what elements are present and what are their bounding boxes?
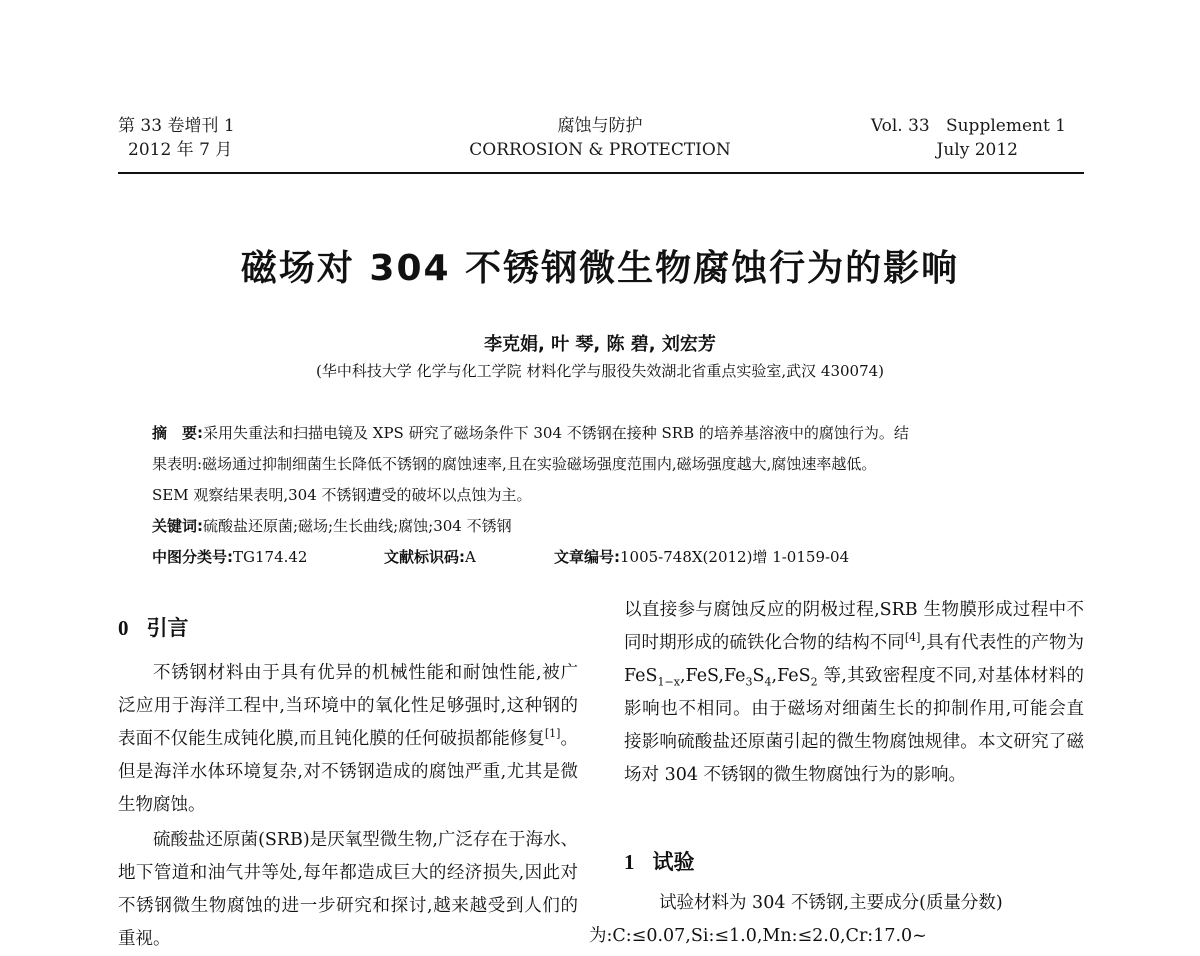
abstract-text-3: SEM 观察结果表明,304 不锈钢遭受的破坏以点蚀为主。 — [152, 486, 532, 504]
running-header-center — [400, 114, 800, 162]
section-heading-experiment — [624, 846, 695, 876]
issue-date-en: July 2012 — [936, 140, 1018, 160]
keywords-line — [152, 511, 1052, 542]
left-column — [118, 657, 578, 956]
clc-label: 中图分类号: — [152, 548, 233, 566]
doc-code: A — [465, 548, 476, 566]
citation-ref: [1] — [544, 727, 561, 741]
article-number-label: 文章编号: — [554, 548, 620, 566]
paper-title: 磁场对 304 不锈钢微生物腐蚀行为的影响 — [240, 248, 960, 289]
experiment-paragraph — [589, 887, 1084, 953]
abstract-label: 摘 要: — [152, 424, 203, 442]
running-header-left — [118, 114, 235, 162]
section-number: 1 — [624, 850, 635, 874]
right-paragraph-1 — [624, 594, 1084, 792]
issue-date: 2012 年 7 月 — [128, 140, 233, 160]
experiment-line-2: 为:C:≤0.07,Si:≤1.0,Mn:≤2.0,Cr:17.0~ — [589, 926, 927, 946]
keywords-label: 关键词: — [152, 517, 203, 535]
abstract-block — [152, 418, 1052, 573]
intro-paragraph-2: 硫酸盐还原菌(SRB)是厌氧型微生物,广泛存在于海水、地下管道和油气井等处,每年都造成巨大的经济损失,因此对不锈钢微生物腐蚀的进一步研究和探讨,越来越受到人们的重视。 — [118, 830, 578, 949]
intro-text-cont: 。但是海洋水体环境复杂,对不锈钢造成的腐蚀严重,尤其是微生物腐蚀。 — [118, 729, 579, 815]
section-heading-intro — [118, 612, 189, 642]
section-title: 引言 — [146, 616, 189, 640]
right-text-end: 等,其致密程度不同,对基体材料的影响也不相同。由于磁场对细菌生长的抑制作用,可能会直接影响硫酸盐还原菌引起的微生物腐蚀规律。本文研究了磁场对 304 不锈钢的微生物腐蚀行为的影响。 — [624, 666, 1084, 785]
citation-ref: [4] — [904, 631, 921, 645]
intro-paragraph-1 — [118, 657, 578, 822]
keywords: 硫酸盐还原菌;磁场;生长曲线;腐蚀;304 不锈钢 — [203, 517, 512, 535]
section-title: 试验 — [652, 850, 695, 874]
classification-line — [152, 542, 1052, 573]
affiliation: (华中科技大学 化学与化工学院 材料化学与服役失效湖北省重点实验室,武汉 430074) — [315, 362, 885, 380]
author-list: 李克娟, 叶 琴, 陈 碧, 刘宏芳 — [484, 334, 716, 355]
journal-name-cn: 腐蚀与防护 — [557, 116, 643, 136]
abstract-line-1 — [152, 418, 1052, 449]
intro-text: 不锈钢材料由于具有优异的机械性能和耐蚀性能,被广泛应用于海洋工程中,当环境中的氧化性足够强时,这种钢的表面不仅能生成钝化膜,而且钝化膜的任何破损都能修复 — [118, 663, 578, 749]
volume-supplement-en: Vol. 33 Supplement 1 — [870, 116, 1066, 136]
experiment-text — [589, 887, 1084, 953]
right-column — [624, 594, 1084, 792]
abstract-text-2: 果表明:磁场通过抑制细菌生长降低不锈钢的腐蚀速率,且在实验磁场强度范围内,磁场强度越大,腐蚀速率越低。 — [152, 455, 877, 473]
journal-name-en: CORROSION & PROTECTION — [469, 140, 731, 160]
right-text: 以直接参与腐蚀反应的阴极过程,SRB 生物膜形成过程中不同时期形成的硫铁化合物的结构不同 — [624, 600, 1084, 653]
right-text-cont: ,具有代表性的产物为 — [920, 633, 1084, 653]
running-header-right — [840, 114, 1066, 162]
header-rule — [118, 172, 1084, 174]
clc-number: TG174.42 — [233, 548, 308, 566]
formula-fes: $FeS_{1-x},FeS,Fe_3S_4,FeS_2$ — [624, 666, 818, 689]
section-number: 0 — [118, 616, 129, 640]
volume-issue: 第 33 卷增刊 1 — [118, 116, 235, 136]
abstract-text-1: 采用失重法和扫描电镜及 XPS 研究了磁场条件下 304 不锈钢在接种 SRB 的培养基溶液中的腐蚀行为。结 — [203, 424, 909, 442]
experiment-line-1: 试验材料为 304 不锈钢,主要成分(质量分数) — [659, 893, 1003, 913]
article-number: 1005-748X(2012)增 1-0159-04 — [620, 548, 850, 566]
doc-code-label: 文献标识码: — [384, 548, 465, 566]
